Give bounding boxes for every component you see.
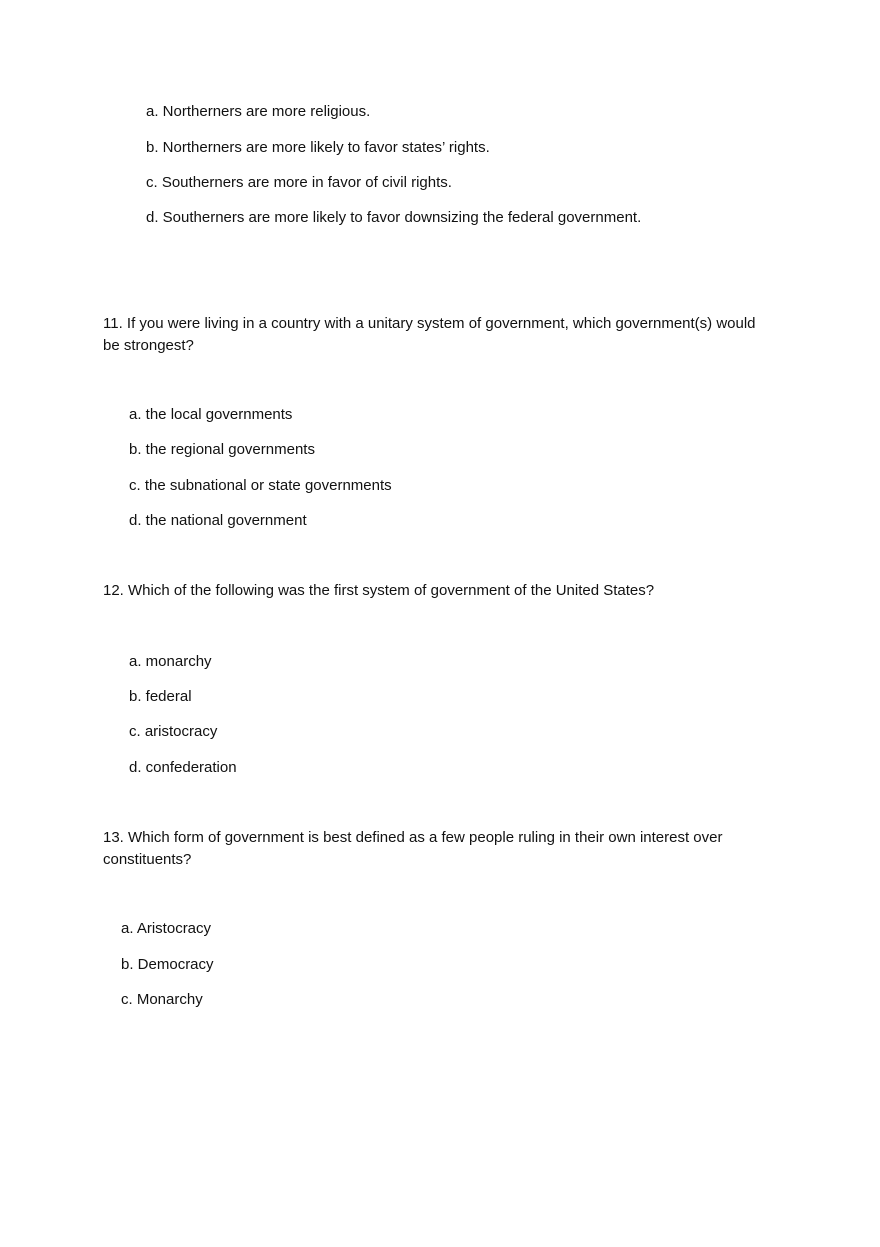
option: a. monarchy	[129, 653, 212, 670]
option: d. Southerners are more likely to favor downsizing the federal government.	[146, 209, 642, 226]
option: a. Aristocracy	[121, 920, 212, 937]
option: a. the local governments	[129, 406, 293, 423]
question-text: 12. Which of the following was the first system of government of the United States?	[103, 582, 655, 599]
option: d. confederation	[129, 759, 237, 776]
option: c. aristocracy	[129, 723, 218, 740]
option: c. Southerners are more in favor of civil rights.	[146, 174, 452, 191]
question-text: 13. Which form of government is best defined as a few people ruling in their own interest over constituents?	[103, 829, 723, 868]
option: b. Democracy	[121, 956, 214, 973]
question-text: 11. If you were living in a country with a unitary system of government, which government(s) would be strongest?	[103, 315, 756, 354]
option: b. Northerners are more likely to favor states’ rights.	[146, 139, 490, 156]
option: c. Monarchy	[121, 991, 203, 1008]
option: d. the national government	[129, 512, 307, 529]
option: a. Northerners are more religious.	[146, 103, 371, 120]
option: c. the subnational or state governments	[129, 477, 392, 494]
option: b. the regional governments	[129, 441, 315, 458]
option: b. federal	[129, 688, 192, 705]
